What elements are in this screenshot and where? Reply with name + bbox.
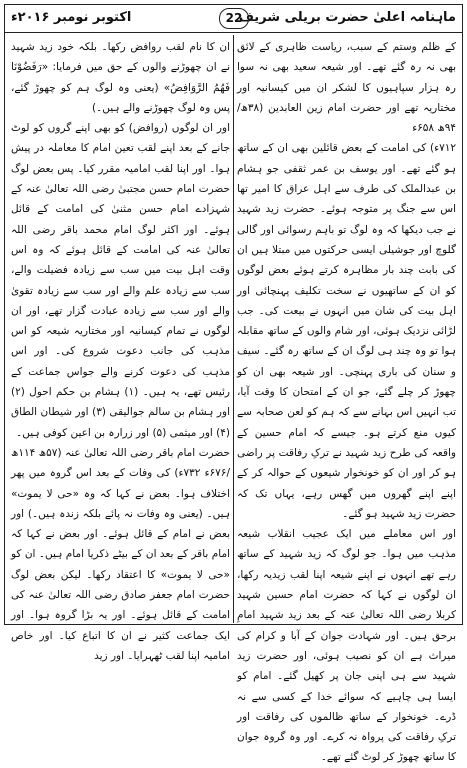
paragraph: اور ان لوگوں (روافض) کو بھی اپنے گروں کو لوٹ جانے کے بعد اپنے لقب تعین امام کا معاملہ در پیش ہوا۔ اور اپنا لقب امامیہ مقرر کیا۔ پس بعض لوگ حضرت امام حسن مجتبیٰ رضی اللہ تعالیٰ عنہ کے شہزادے امام حسن مثنیٰ کی امامت کے قائل ہوئے۔ اور اکثر لوگ امام محمد باقر رضی اللہ تعالیٰ عنہ کی امامت کے قائل ہوئے کہ وہ اس وقت اہل بیت میں سب سے زیادہ فضیلت والے، سب سے زیادہ علم والے اور سب سے زیادہ تقویٰ والے اور سب سے زیادہ عبادت گزار تھے، اور ان لوگوں نے تمام کیسانیہ اور مختاریہ شیعہ کو اس مذہب کی جانب دعوت شروع کی۔ اور اس مذہب کی دعوت کرنے والے جواس جماعت کے رئیس تھے، یہ ہیں۔ (۱) ہشام بن حکم احول (۲) اور ہشام بن سالم جوالیقی (۳) اور شیطان الطاق (۴) اور میثمی (۵) اور زرارہ بن اعین کوفی ہیں۔	[11, 122, 230, 439]
paragraph: ان کا نام لقب روافض رکھا۔ بلکہ خود زید شہید نے ان چھوڑنے والوں کے حق میں فرمایا: «رَفَضُوْنَا فَهُمُ الرَّوَافِضُ» (یعنی وہ لوگ ہم کو چھوڑ گئے، پس وہ لوگ چھوڑنے والے ہیں۔)	[11, 41, 230, 114]
magazine-title: ماہنامہ اعلیٰ حضرت بریلی شریف	[238, 10, 456, 25]
page-header	[5, 5, 462, 33]
paragraph: کے ظلم وستم کے سبب، ریاست ظاہری کے لائق بھی نہ رہ گئے تھے۔ اور شیعہ سعید بھی نہ سوا رہ ہزار سپاہیوں کا لشکر ان میں کیسانیہ اور مختاریہ تھے اور حضرت امام زین العابدین (۳۸ھ/۹۴ھ ۶۵۸ء	[237, 41, 456, 135]
paragraph: اور اس معاملے میں ایک عجیب انقلاب شیعہ مذہب میں ہوا۔ جو لوگ کہ زید شہید کے ساتھ رہے تھے انہوں نے اپنے شیعہ اپنا لقب زیدیہ رکھا، ان لوگوں نے کہا کہ حضرت امام حسین شہید کربلا رضی اللہ تعالیٰ عنہ کے بعد زید شہید امامِ برحق ہیں۔ اور شہادت جوان کے آبا و کرام کی میراث ہے ان کو نصیب ہوئی، اور حضرت زید شہید سے ہی اپنی جان پر کھیل گئے۔ امام کو ایسا ہی چاہیے کہ سوائے خدا کے کسی سے نہ ڈرے۔ خونخوار کے ساتھ ظالموں کی رفاقت اور ترکِ رفاقت کی پرواہ نہ کرے۔ اور وہ گروہ جوان کا ساتھ چھوڑ کر لوٹ گئے تھے۔	[237, 528, 456, 764]
paragraph: حضرت امام باقر رضی اللہ تعالیٰ عنہ (۵۷ھ ۱۱۴ھ /۶۷۶ء ۷۳۲ء) کی وفات کے بعد اس گروہ میں پھر اختلاف ہوا۔ بعض نے کہا کہ وہ «حی لا یموت» ہیں۔ (یعنی وہ وفات نہ پائے بلکہ زندہ ہیں۔) اور بعض نے امام کے قائل ہوئے۔ اور بعض نے کہا کہ امام باقر کے بعد ان کے بیٹے ذکریا امام ہیں۔ ان کو «حی لا یموت» کا اعتقاد رکھا۔ لیکن بعض لوگ حضرت امام جعفر صادق رضی اللہ تعالیٰ عنہ کی امامت کے قائل ہوئے۔ اور یہ بڑا گروہ ہوا۔ اور ایک جماعت کثیر نے ان کا اتباع کیا۔ اور خاص امامیہ اپنا لقب ٹھہرایا۔ اور زید	[11, 446, 231, 662]
paragraph: ۷۱۲ء) کی امامت کے بعض قائلین بھی ان کے ساتھ ہو گئے تھے۔ اور یوسف بن عمر ثقفی جو ہشام بن عبدالملک کی طرف سے اہل عراق کا امیر تھا اس سے جنگ پر متوجہ ہوئے۔ حضرت زید شہید نے جب دیکھا کہ وہ لوگ تو باہم رسوائی اور گالی گلوچ اور جوشیلی ایسی حرکتوں میں مبتلا ہیں ان کی بابت چند بار مظاہرہ کرتے ہوئے بعض لوگوں کو ان کے ساتھیوں نے سخت تکلیف پہنچائی اور اہل بیت کی شان میں انہوں نے بیعت کی۔ جب لڑائی نزدیک ہوئی، اور شام والوں کے ساتھ مقابلہ ہوا تو وہ چند ہی لوگ ان کے ساتھ رہ گئے۔ سیف و سنان کی باری پہنچی۔ اور شیعہ بھی ان کو چھوڑ کر چلے گئے، جو ان کے امتحان کا وقت آیا، تب انہیں اس بہانے سے کہ ہم کو لعن صحابہ سے کیوں منع کرتے ہو۔ جیسے کہ امام حسین کے واقعہ کی طرح زید شہید نے ترکِ رفاقت پر راضی ہو کر اور ان کو خونخوار شیعوں کے حوالہ کر کے اپنے اپنے گھروں میں گھس رہے، یہاں تک کہ حضرت زید شہید ہو گئے۔	[237, 142, 456, 520]
page-number: 22	[219, 8, 249, 29]
issue-date: اکتوبر نومبر ۲۰۱۶ء	[11, 10, 132, 25]
column-divider	[233, 35, 234, 623]
right-text-column	[237, 37, 456, 764]
left-text-column	[11, 37, 231, 662]
magazine-page	[4, 4, 463, 764]
